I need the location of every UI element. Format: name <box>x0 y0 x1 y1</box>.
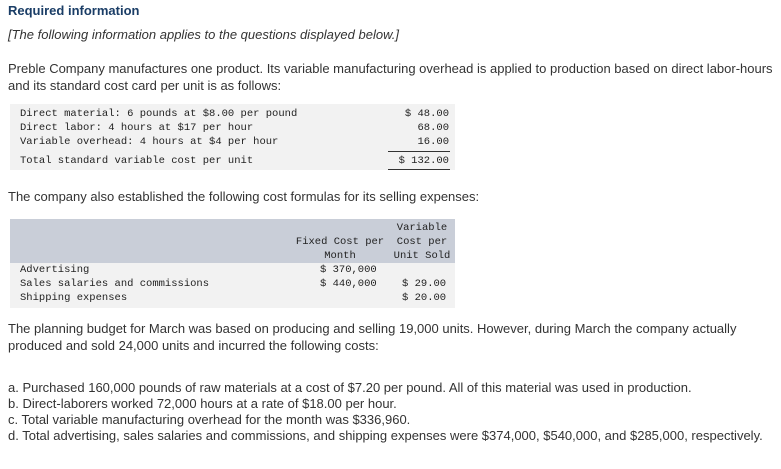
selling-table-body <box>10 263 455 308</box>
cost-row-label: Direct material: 6 pounds at $8.00 per pound <box>20 108 298 120</box>
variable-cost-header <box>392 221 452 263</box>
standard-cost-table <box>10 104 455 170</box>
list-item: d. Total advertising, sales salaries and commissions, and shipping expenses were $374,000, $540,000, and $285,000, respectively. <box>8 428 763 443</box>
fixed-cost-value: $ 370,000 <box>320 264 377 276</box>
header-line: Month <box>324 250 356 262</box>
fixed-cost-value: $ 440,000 <box>320 278 377 290</box>
list-item: c. Total variable manufacturing overhead for the month was $336,960. <box>8 412 411 427</box>
variable-cost-value: $ 29.00 <box>402 278 447 290</box>
list-item: b. Direct-laborers worked 72,000 hours at a rate of $18.00 per hour. <box>8 396 397 411</box>
total-amount: $ 132.00 <box>398 155 449 167</box>
actual-costs-list <box>8 380 778 444</box>
header-line: Unit Sold <box>393 250 451 262</box>
total-label: Total standard variable cost per unit <box>20 155 254 167</box>
total-double-rule <box>388 169 450 170</box>
selling-table-header <box>10 219 455 263</box>
expense-label: Advertising <box>20 264 90 276</box>
instruction-note: [The following information applies to the questions displayed below.] <box>8 27 399 42</box>
expense-label: Sales salaries and commissions <box>20 278 210 290</box>
cost-row-amount: 68.00 <box>417 122 449 134</box>
header-line: Fixed Cost per <box>295 236 385 248</box>
expense-label: Shipping expenses <box>20 292 128 304</box>
fixed-cost-header <box>292 235 388 263</box>
cost-row-label: Variable overhead: 4 hours at $4 per hour <box>20 136 279 148</box>
list-item: a. Purchased 160,000 pounds of raw materials at a cost of $7.20 per pound. All of this material was used in production. <box>8 380 692 395</box>
budget-paragraph: The planning budget for March was based on producing and selling 19,000 units. However, during March the company actually produced and sold 24,000 units and incurred the following costs: <box>8 321 737 353</box>
header-line: Cost per <box>396 236 448 248</box>
header-line: Variable <box>396 222 448 234</box>
section-title: Required information <box>8 3 140 18</box>
cost-row-amount: $ 48.00 <box>404 108 449 120</box>
cost-row-label: Direct labor: 4 hours at $17 per hour <box>20 122 254 134</box>
variable-cost-value: $ 20.00 <box>402 292 447 304</box>
intro-paragraph: Preble Company manufactures one product. Its variable manufacturing overhead is applied to production based on direct labor-hours and its standard cost card per unit is as follows: <box>8 61 773 93</box>
subtotal-rule <box>388 151 450 152</box>
cost-row-amount: 16.00 <box>417 136 449 148</box>
selling-intro: The company also established the following cost formulas for its selling expenses: <box>8 189 480 204</box>
